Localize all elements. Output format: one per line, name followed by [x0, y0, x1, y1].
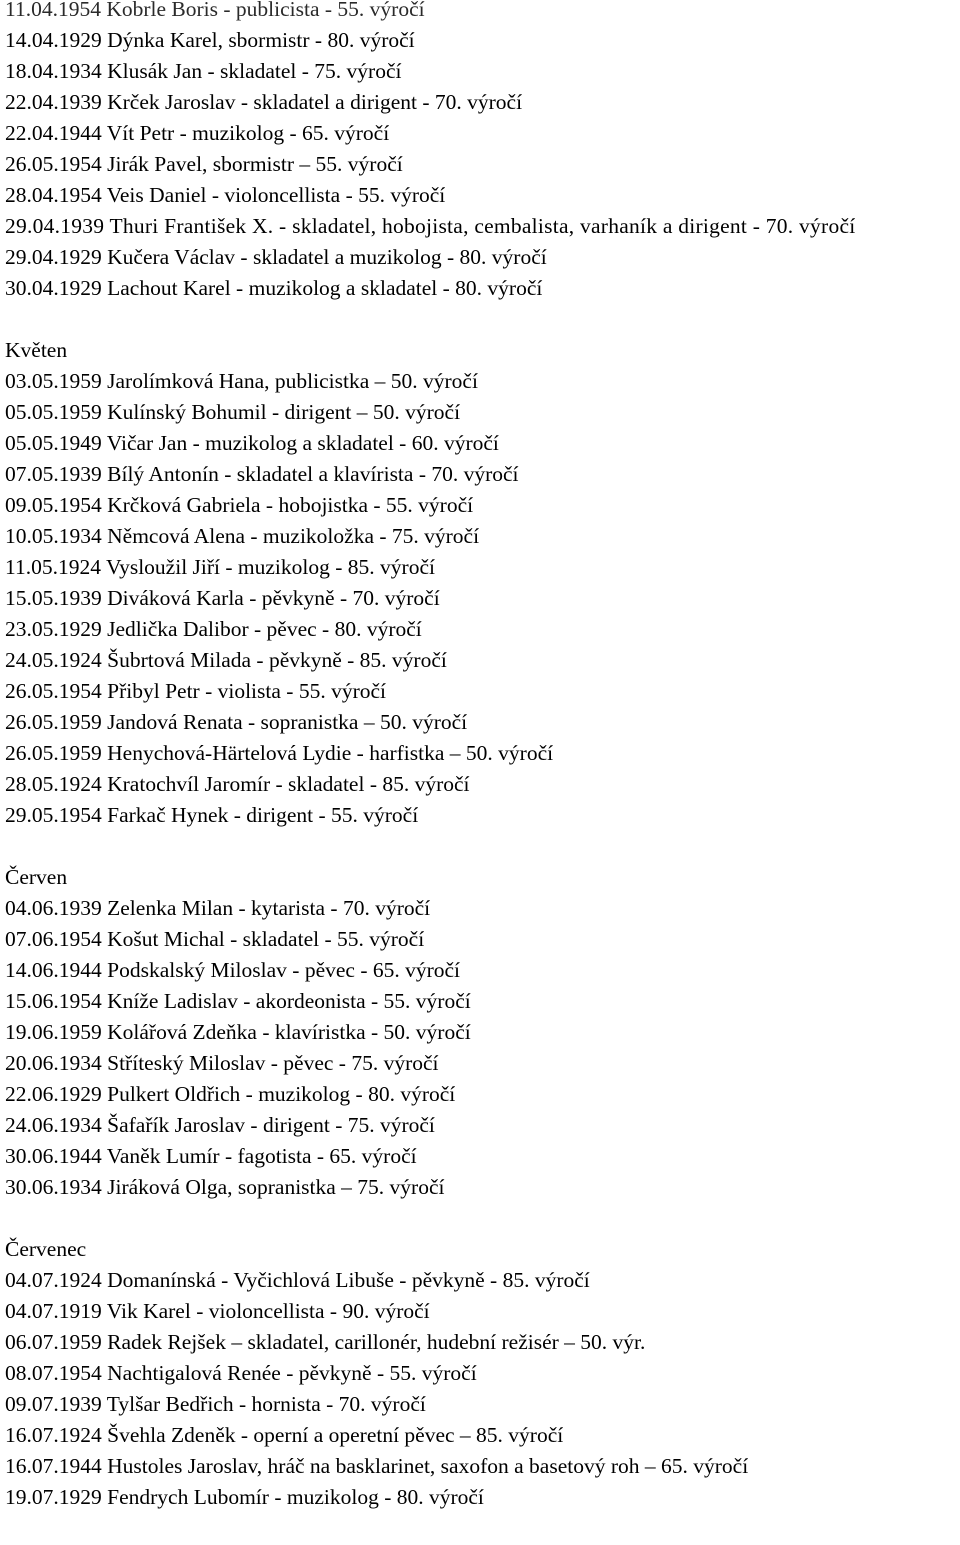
list-item: 29.04.1939 Thuri František X. - skladatel, hobojista, cembalista, varhaník a dirigent - 70. výročí [5, 214, 856, 238]
list-item: 04.06.1939 Zelenka Milan - kytarista - 70. výročí [5, 896, 431, 920]
list-item: 14.06.1944 Podskalský Miloslav - pěvec - 65. výročí [5, 958, 461, 982]
list-item: 16.07.1944 Hustoles Jaroslav, hráč na basklarinet, saxofon a basetový roh – 65. výročí [5, 1454, 749, 1478]
list-item: 15.06.1954 Kníže Ladislav - akordeonista - 55. výročí [5, 989, 471, 1013]
list-item: 11.04.1954 Kobrle Boris - publicista - 55. výročí [5, 0, 425, 21]
list-item: 07.05.1939 Bílý Antonín - skladatel a klavírista - 70. výročí [5, 462, 519, 486]
section-heading: Červen [5, 865, 68, 889]
list-item: 03.05.1959 Jarolímková Hana, publicistka – 50. výročí [5, 369, 478, 393]
list-item: 23.05.1929 Jedlička Dalibor - pěvec - 80. výročí [5, 617, 422, 641]
list-item: 09.07.1939 Tylšar Bedřich - hornista - 70. výročí [5, 1392, 426, 1416]
list-item: 16.07.1924 Švehla Zdeněk - operní a operetní pěvec – 85. výročí [5, 1423, 564, 1447]
anniversary-list [5, 0, 955, 1513]
list-item: 26.05.1954 Přibyl Petr - violista - 55. výročí [5, 679, 386, 703]
list-item: 30.04.1929 Lachout Karel - muzikolog a skladatel - 80. výročí [5, 276, 543, 300]
list-item: 26.05.1954 Jirák Pavel, sbormistr – 55. výročí [5, 152, 403, 176]
list-item: 06.07.1959 Radek Rejšek – skladatel, carillonér, hudební režisér – 50. výr. [5, 1330, 646, 1354]
list-item: 26.05.1959 Henychová-Härtelová Lydie - harfistka – 50. výročí [5, 741, 554, 765]
list-item: 18.04.1934 Klusák Jan - skladatel - 75. výročí [5, 59, 402, 83]
list-item: 19.07.1929 Fendrych Lubomír - muzikolog - 80. výročí [5, 1485, 484, 1509]
spacer [5, 1203, 955, 1234]
list-item: 05.05.1949 Vičar Jan - muzikolog a skladatel - 60. výročí [5, 431, 499, 455]
list-item: 22.04.1939 Krček Jaroslav - skladatel a dirigent - 70. výročí [5, 90, 523, 114]
list-item: 30.06.1934 Jiráková Olga, sopranistka – 75. výročí [5, 1175, 445, 1199]
section-april [5, 0, 955, 304]
section-may [5, 335, 955, 831]
list-item: 24.06.1934 Šafařík Jaroslav - dirigent - 75. výročí [5, 1113, 435, 1137]
list-item: 04.07.1924 Domanínská - Vyčichlová Libuše - pěvkyně - 85. výročí [5, 1268, 590, 1292]
list-item: 28.04.1954 Veis Daniel - violoncellista - 55. výročí [5, 183, 446, 207]
list-item: 24.05.1924 Šubrtová Milada - pěvkyně - 85. výročí [5, 648, 447, 672]
list-item: 28.05.1924 Kratochvíl Jaromír - skladatel - 85. výročí [5, 772, 470, 796]
spacer [5, 831, 955, 862]
spacer [5, 304, 955, 335]
list-item: 19.06.1959 Kolářová Zdeňka - klavíristka - 50. výročí [5, 1020, 471, 1044]
list-item: 11.05.1924 Vysloužil Jiří - muzikolog - 85. výročí [5, 555, 435, 579]
list-item: 05.05.1959 Kulínský Bohumil - dirigent – 50. výročí [5, 400, 461, 424]
list-item: 14.04.1929 Dýnka Karel, sbormistr - 80. výročí [5, 28, 415, 52]
list-item: 30.06.1944 Vaněk Lumír - fagotista - 65. výročí [5, 1144, 417, 1168]
list-item: 29.04.1929 Kučera Václav - skladatel a muzikolog - 80. výročí [5, 245, 547, 269]
list-item: 08.07.1954 Nachtigalová Renée - pěvkyně - 55. výročí [5, 1361, 477, 1385]
list-item: 26.05.1959 Jandová Renata - sopranistka – 50. výročí [5, 710, 468, 734]
list-item: 22.04.1944 Vít Petr - muzikolog - 65. výročí [5, 121, 390, 145]
list-item: 09.05.1954 Krčková Gabriela - hobojistka - 55. výročí [5, 493, 474, 517]
list-item: 15.05.1939 Diváková Karla - pěvkyně - 70. výročí [5, 586, 440, 610]
section-heading: Květen [5, 338, 68, 362]
section-heading: Červenec [5, 1237, 87, 1261]
section-july [5, 1234, 955, 1513]
list-item: 07.06.1954 Košut Michal - skladatel - 55. výročí [5, 927, 425, 951]
list-item: 04.07.1919 Vik Karel - violoncellista - 90. výročí [5, 1299, 430, 1323]
section-june [5, 862, 955, 1203]
list-item: 10.05.1934 Němcová Alena - muzikoložka - 75. výročí [5, 524, 480, 548]
list-item: 20.06.1934 Stříteský Miloslav - pěvec - 75. výročí [5, 1051, 439, 1075]
list-item: 22.06.1929 Pulkert Oldřich - muzikolog - 80. výročí [5, 1082, 456, 1106]
list-item: 29.05.1954 Farkač Hynek - dirigent - 55. výročí [5, 803, 419, 827]
